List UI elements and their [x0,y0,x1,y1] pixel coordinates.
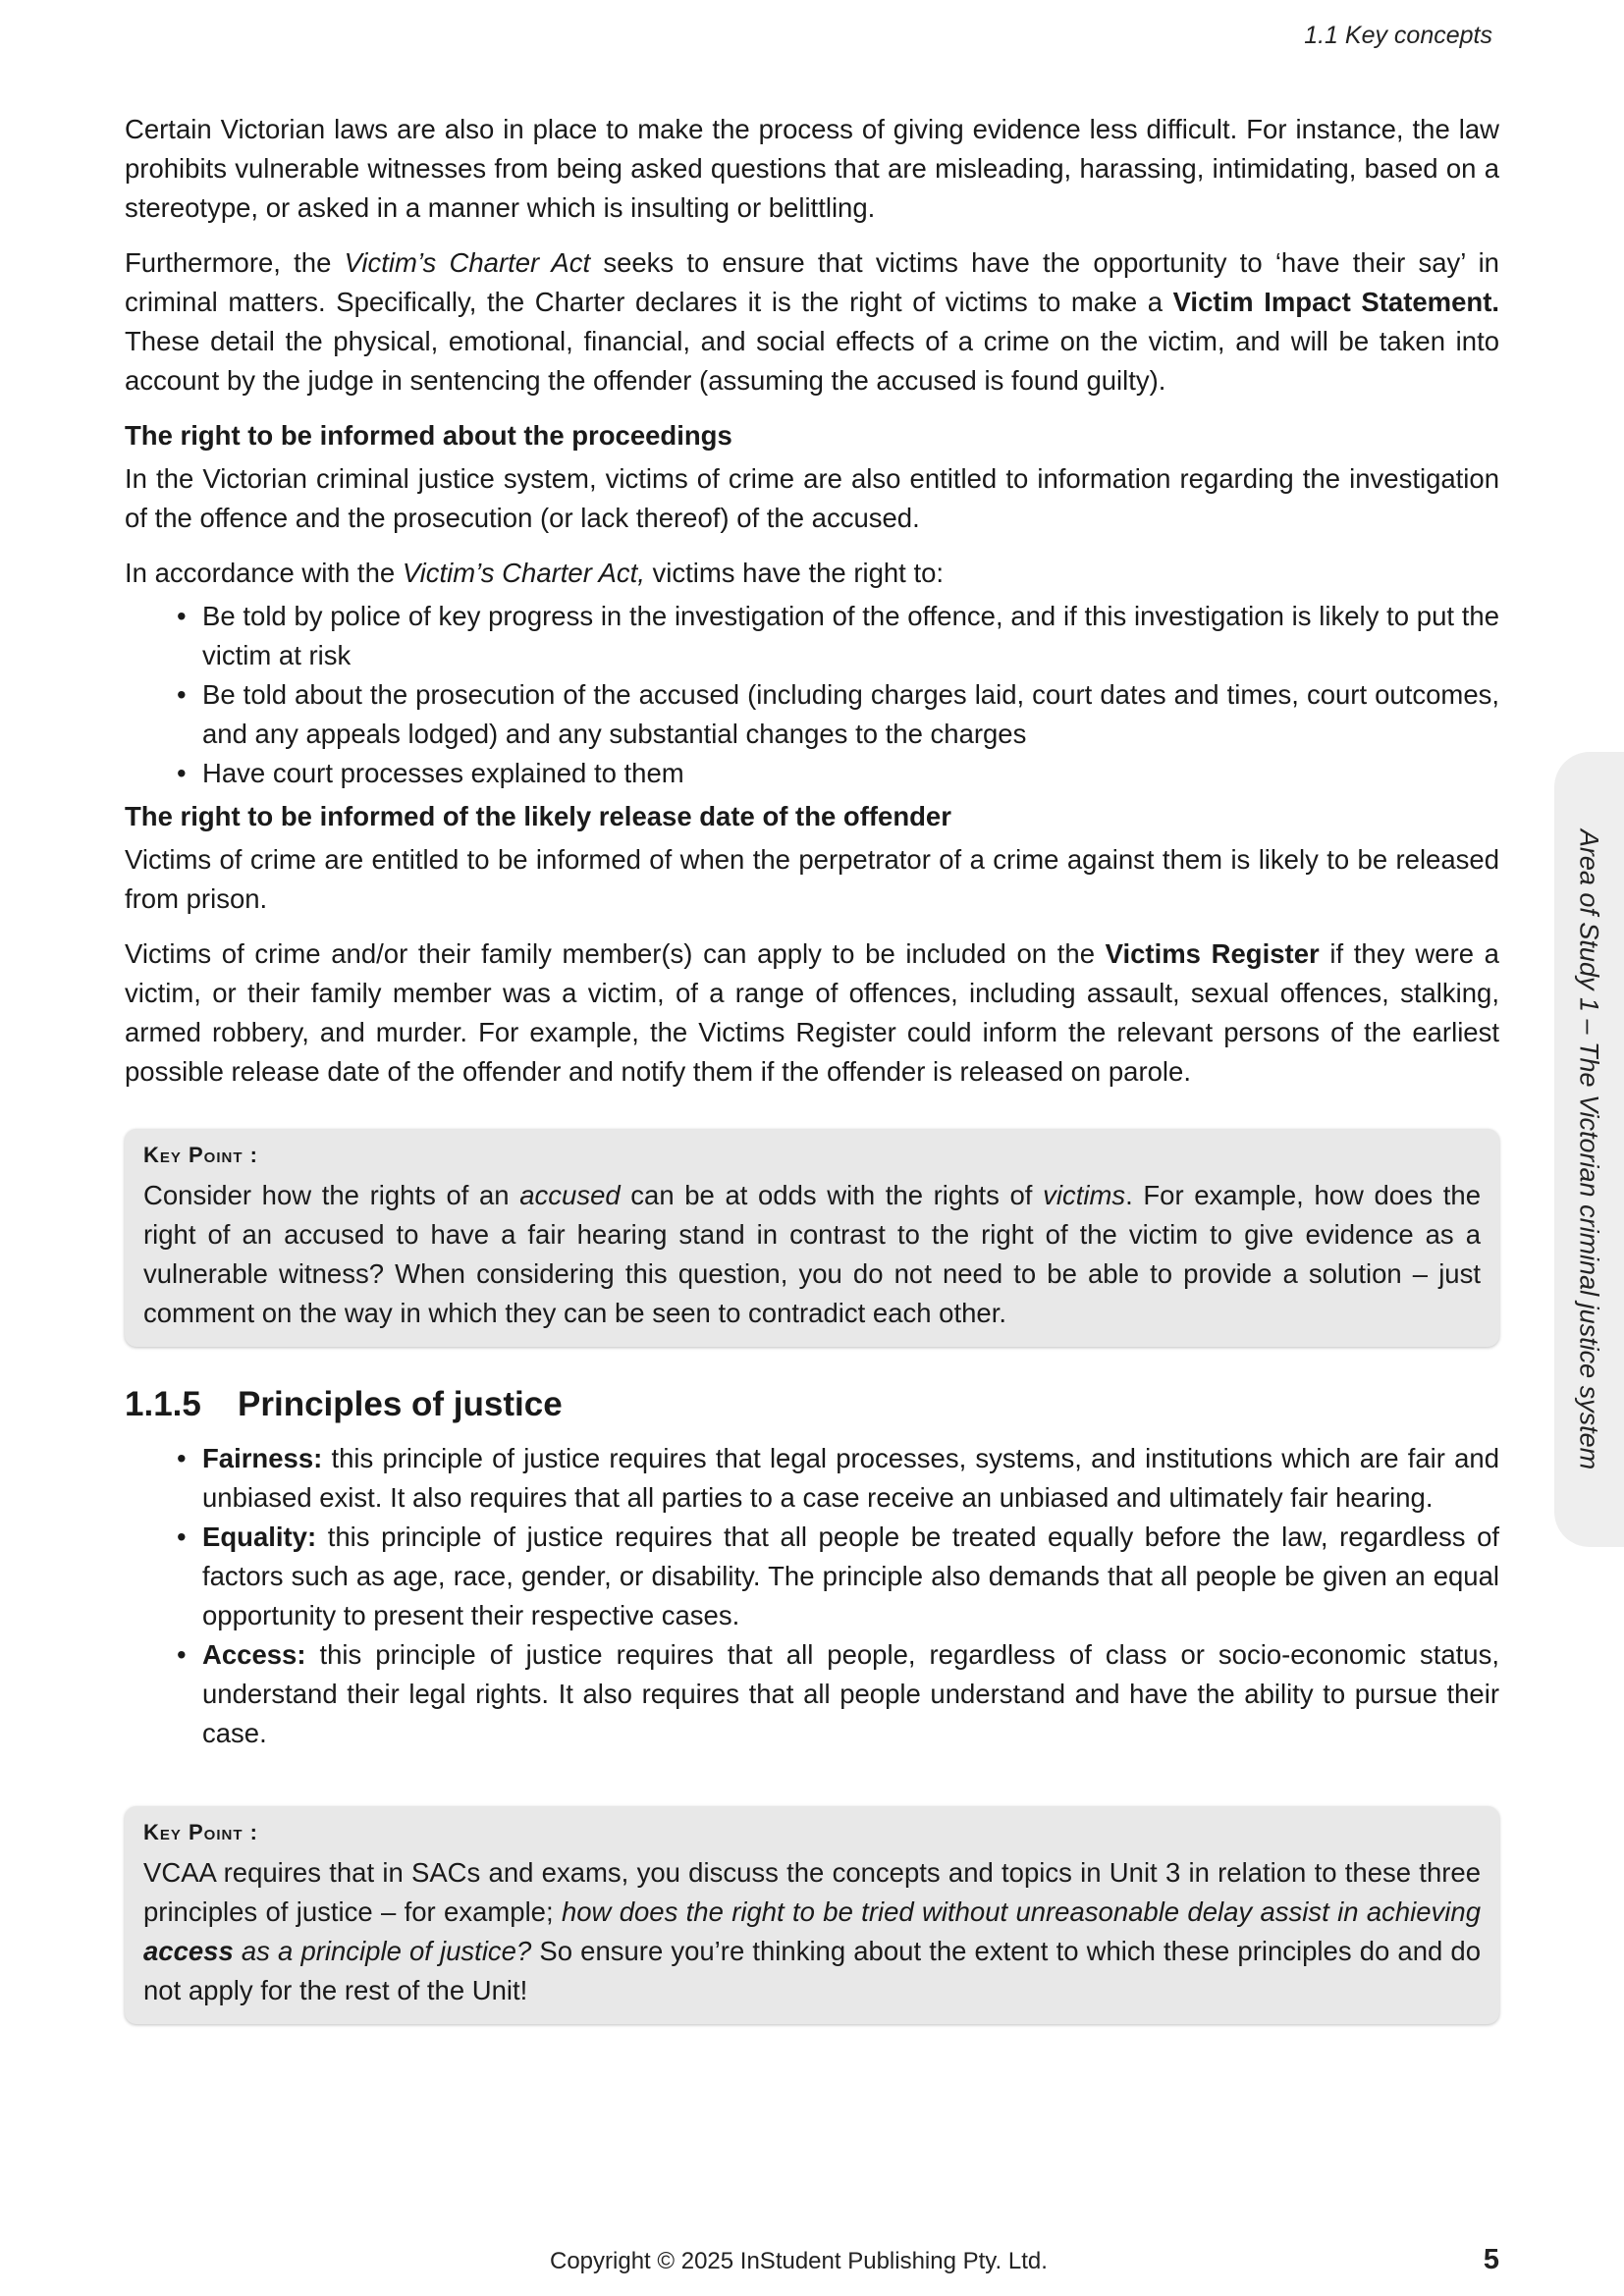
subheading-informed-proceedings: The right to be informed about the proceedings [125,420,732,451]
key-point-box [125,1129,1499,1347]
paragraph-charter-rights: In accordance with the Victim’s Charter Act, victims have the right to: [125,558,945,588]
paragraph-victims-register: Victims of crime and/or their family member(s) can apply to be included on the Victims Register if they were a victim, or their family member was a victim, of a range of offences, including assault, sexual offences, stalking, armed robbery, and murder. For example, the Victims Register could inform the relevant persons of the earliest possible release date of the offender and notify them if the offender is released on parole. [125,938,1499,1087]
key-point-label: Key Point : [143,1143,258,1167]
paragraph-entitled-information: In the Victorian criminal justice system, victims of crime are also entitled to information regarding the investigation of the offence and the prosecution (or lack thereof) of the accused. [125,463,1499,533]
list-item-access: • Access: this principle of justice requires that all people, regardless of class or socio-economic status, understand their legal rights. It also requires that all people understand and have the ability to pursue their case. [202,1635,1499,1753]
running-head: 1.1 Key concepts [1304,22,1492,49]
side-tab-label: Area of Study 1 – The Victorian criminal justice system [1574,828,1604,1470]
paragraph-release-informed: Victims of crime are entitled to be informed of when the perpetrator of a crime against them is likely to be released from prison. [125,844,1499,914]
section-heading: 1.1.5 Principles of justice [125,1385,563,1423]
key-point-box [125,1806,1499,2024]
list-item: • Be told by police of key progress in the investigation of the offence, and if this investigation is likely to put the victim at risk [202,597,1499,675]
copyright: Copyright © 2025 InStudent Publishing Pty. Ltd. [550,2248,1048,2274]
paragraph-victim-impact: Furthermore, the Victim’s Charter Act seeks to ensure that victims have the opportunity to ‘have their say’ in criminal matters. Specifically, the Charter declares it is the right of victims to make a Victim Impact Statement. These detail the physical, emotional, financial, and social effects of a crime on the victim, and will be taken into account by the judge in sentencing the offender (assuming the accused is found guilty). [125,247,1499,396]
main-content [125,110,1499,2061]
list-item-equality: • Equality: this principle of justice requires that all people be treated equally before the law, regardless of factors such as age, race, gender, or disability. The principle also demands that all people be given an equal opportunity to present their respective cases. [202,1518,1499,1635]
list-item: • Be told about the prosecution of the accused (including charges laid, court dates and times, court outcomes, and any appeals lodged) and any substantial changes to the charges [202,675,1499,754]
list-item: • Have court processes explained to them [202,754,1499,793]
key-point-text: VCAA requires that in SACs and exams, you discuss the concepts and topics in Unit 3 in relation to these three principles of justice – for example; how does the right to be tried without unreasonable delay assist in achieving access as a principle of justice? So ensure you’re thinking about the extent to which these principles do and do not apply for the rest of the Unit! [143,1857,1482,2005]
principles-list [125,1439,1499,1753]
key-point-label: Key Point : [143,1820,258,1844]
key-point-text: Consider how the rights of an accused can be at odds with the rights of victims. For example, how does the right of an accused to have a fair hearing stand in contrast to the right of the victim to give evidence as a vulnerable witness? When considering this question, you do not need to be able to provide a solution – just comment on the way in which they can be seen to contradict each other. [143,1180,1481,1328]
subheading-release-date: The right to be informed of the likely release date of the offender [125,801,951,831]
list-item-fairness: • Fairness: this principle of justice requires that legal processes, systems, and institutions which are fair and unbiased exist. It also requires that all parties to a case receive an unbiased and ultimately fair hearing. [202,1439,1499,1518]
paragraph-vulnerable-witnesses: Certain Victorian laws are also in place to make the process of giving evidence less difficult. For instance, the law prohibits vulnerable witnesses from being asked questions that are misleading, harassing, intimidating, based on a stereotype, or asked in a manner which is insulting or belittling. [125,114,1499,223]
rights-list [125,597,1499,793]
page-number: 5 [1483,2244,1499,2275]
